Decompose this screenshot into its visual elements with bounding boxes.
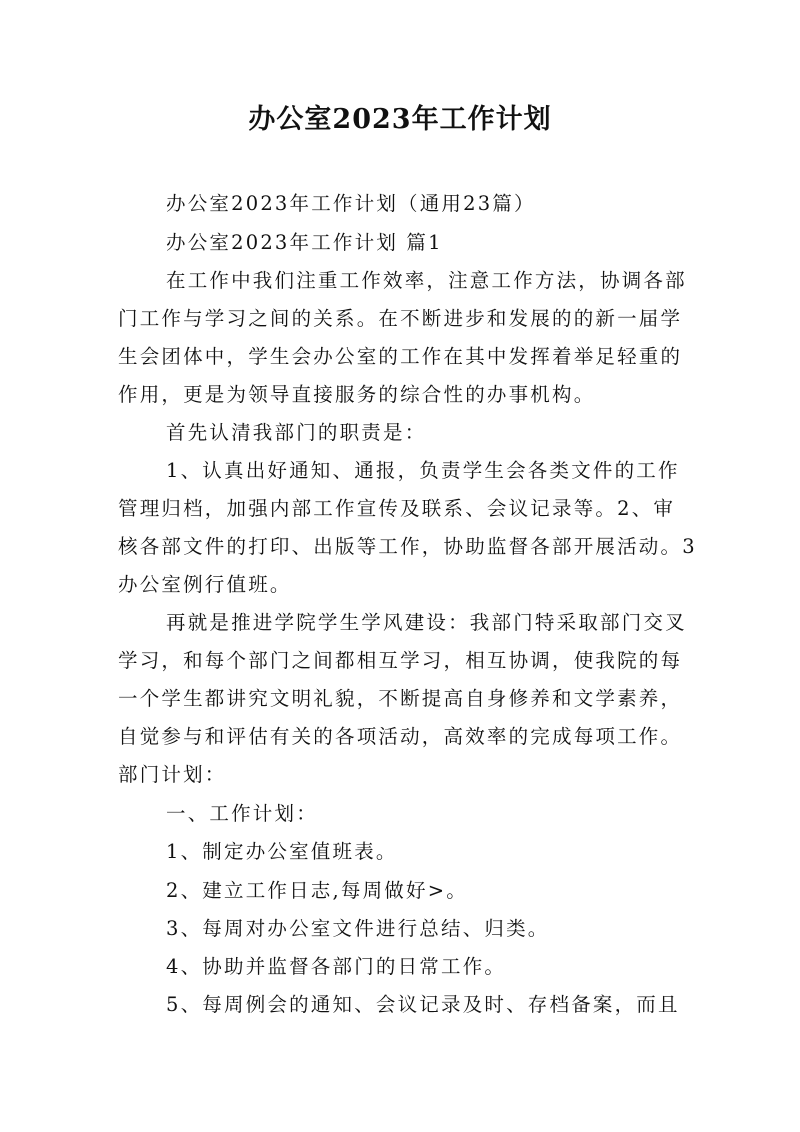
section-heading: 办公室2023年工作计划 篇1: [166, 231, 443, 254]
paragraph-line: 一个学生都讲究文明礼貌，不断提高自身修养和文学素养，: [118, 687, 683, 710]
paragraph-line: 首先认清我部门的职责是：: [166, 421, 427, 444]
paragraph-line: 核各部文件的打印、出版等工作，协助监督各部开展活动。3: [118, 535, 697, 558]
paragraph-line: 自觉参与和评估有关的各项活动，高效率的完成每项工作。: [118, 725, 683, 748]
paragraph-line: 办公室例行值班。: [118, 573, 292, 596]
paragraph-line: 管理归档，加强内部工作宣传及联系、会议记录等。2、审: [118, 497, 676, 520]
list-item: 5、每周例会的通知、会议记录及时、存档备案，而且: [166, 993, 680, 1016]
list-item: 3、每周对办公室文件进行总结、归类。: [166, 917, 550, 940]
subtitle-line: 办公室2023年工作计划（通用23篇）: [166, 192, 536, 215]
list-item: 2、建立工作日志,每周做好>。: [166, 879, 468, 902]
paragraph-line: 学习，和每个部门之间都相互学习，相互协调，使我院的每: [118, 649, 683, 672]
paragraph-line: 在工作中我们注重工作效率，注意工作方法，协调各部: [166, 269, 687, 292]
list-item: 1、制定办公室值班表。: [166, 840, 398, 863]
paragraph-line: 1、认真出好通知、通报，负责学生会各类文件的工作: [166, 459, 680, 482]
paragraph-line: 部门计划：: [118, 763, 227, 786]
paragraph-line: 作用，更是为领导直接服务的综合性的办事机构。: [118, 383, 596, 406]
paragraph-line: 生会团体中，学生会办公室的工作在其中发挥着举足轻重的: [118, 345, 683, 368]
document-title: 办公室2023年工作计划: [248, 104, 552, 135]
paragraph-line: 再就是推进学院学生学风建设：我部门特采取部门交叉: [166, 611, 687, 634]
list-heading: 一、工作计划：: [166, 802, 318, 825]
paragraph-line: 门工作与学习之间的关系。在不断进步和发展的的新一届学: [118, 307, 683, 330]
list-item: 4、协助并监督各部门的日常工作。: [166, 955, 507, 978]
